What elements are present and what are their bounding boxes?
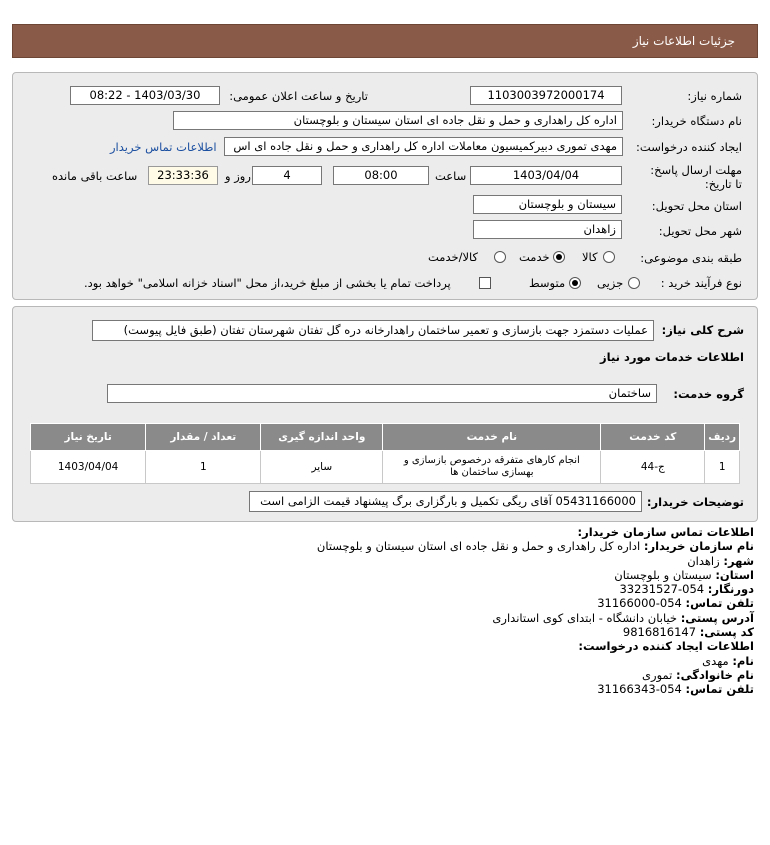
deadline-label: مهلت ارسال پاسخ: تا تاریخ: bbox=[650, 163, 742, 191]
creator-phone-value: 054-31166343 bbox=[597, 682, 682, 697]
buyer-notes-label: توضیحات خریدار: bbox=[646, 495, 744, 509]
cell-need-date: 1403/04/04 bbox=[31, 451, 146, 484]
services-table bbox=[30, 423, 740, 484]
contact-info bbox=[14, 525, 754, 697]
col-service-code: کد خدمت bbox=[601, 424, 705, 451]
creator-field[interactable]: مهدی تموری دبیرکمیسیون معاملات اداره کل راهداری و حمل و نقل جاده ای اس bbox=[224, 137, 623, 156]
creator-label: ایجاد کننده درخواست: bbox=[636, 140, 742, 154]
col-row: ردیف bbox=[705, 424, 740, 451]
col-quantity: تعداد / مقدار bbox=[146, 424, 261, 451]
process-radio-minor[interactable] bbox=[628, 277, 640, 289]
address-value: خیابان دانشگاه - ابتدای کوی استانداری bbox=[492, 610, 678, 625]
org-label: نام سازمان خریدار: bbox=[643, 539, 754, 554]
buyer-contact-link[interactable]: اطلاعات تماس خریدار bbox=[110, 140, 217, 154]
province-field[interactable]: سیستان و بلوچستان bbox=[473, 195, 622, 214]
service-group-field[interactable]: ساختمان bbox=[107, 384, 657, 403]
days-label: روز و bbox=[225, 169, 251, 183]
process-label: نوع فرآیند خرید : bbox=[660, 276, 742, 290]
col-service-name: نام خدمت bbox=[383, 424, 601, 451]
process-option-minor: جزیی bbox=[597, 276, 624, 290]
cell-service-code: ج-44 bbox=[601, 451, 705, 484]
fax-value: 054-33231527 bbox=[619, 582, 705, 597]
contact-province-label: استان: bbox=[715, 567, 754, 582]
org-value: اداره کل راهداری و حمل و نقل جاده ای استان سیستان و بلوچستان bbox=[316, 539, 641, 554]
last-name-value: تموری bbox=[642, 667, 673, 682]
cell-service-name: انجام کارهای متفرقه درخصوص بازسازی و بهسازی ساختمان ها bbox=[383, 451, 601, 484]
cell-quantity: 1 bbox=[146, 451, 261, 484]
contact-province-value: سیستان و بلوچستان bbox=[614, 567, 712, 582]
process-option-medium: متوسط bbox=[529, 276, 566, 290]
announce-field[interactable]: 1403/03/30 - 08:22 bbox=[70, 86, 220, 105]
cell-unit: سایر bbox=[261, 451, 383, 484]
buyer-org-field[interactable]: اداره کل راهداری و حمل و نقل جاده ای استان سیستان و بلوچستان bbox=[173, 111, 623, 130]
process-radio-medium[interactable] bbox=[569, 277, 581, 289]
category-radio-goods-service[interactable] bbox=[494, 251, 506, 263]
address-label: آدرس پستی: bbox=[680, 610, 754, 625]
remaining-time-field: 23:33:36 bbox=[148, 166, 218, 185]
postal-value: 9816816147 bbox=[622, 625, 697, 640]
announce-label: تاریخ و ساعت اعلان عمومی: bbox=[229, 89, 368, 103]
days-field[interactable]: 4 bbox=[252, 166, 322, 185]
city-label: شهر محل تحویل: bbox=[658, 224, 742, 238]
deadline-date-field[interactable]: 1403/04/04 bbox=[470, 166, 622, 185]
category-option-service: خدمت bbox=[519, 250, 550, 264]
category-option-goods: کالا bbox=[582, 250, 598, 264]
first-name-label: نام: bbox=[732, 653, 754, 668]
services-table-header bbox=[31, 424, 740, 451]
need-number-field[interactable]: 1103003972000174 bbox=[470, 86, 622, 105]
postal-label: کد پستی: bbox=[699, 625, 754, 640]
phone-value: 054-31166000 bbox=[597, 596, 682, 611]
last-name-label: نام خانوادگی: bbox=[676, 667, 754, 682]
province-label: استان محل تحویل: bbox=[651, 199, 742, 213]
col-unit: واحد اندازه گیری bbox=[261, 424, 383, 451]
category-radio-service[interactable] bbox=[553, 251, 565, 263]
description-field[interactable]: عملیات دستمزد جهت بازسازی و تعمیر ساختمان راهدارخانه دره گل تفتان شهرستان تفتان (طبق فایل پیوست) bbox=[92, 320, 654, 341]
services-section-title: اطلاعات خدمات مورد نیاز bbox=[600, 350, 744, 364]
description-label: شرح کلی نیاز: bbox=[661, 323, 744, 337]
hour-label: ساعت bbox=[435, 169, 467, 183]
creator-phone-label: تلفن تماس: bbox=[685, 682, 754, 697]
page-header bbox=[12, 24, 758, 58]
creator-info-title: اطلاعات ایجاد کننده درخواست: bbox=[578, 639, 754, 654]
treasury-payment-note: پرداخت تمام یا بخشی از مبلغ خرید،از محل "اسناد خزانه اسلامی" خواهد بود. bbox=[84, 276, 451, 290]
treasury-payment-checkbox[interactable] bbox=[479, 277, 491, 289]
category-option-goods-service: کالا/خدمت bbox=[428, 250, 479, 264]
category-label: طبقه بندی موضوعی: bbox=[640, 251, 742, 265]
buyer-org-label: نام دستگاه خریدار: bbox=[651, 114, 742, 128]
contact-title: اطلاعات تماس سازمان خریدار: bbox=[577, 525, 754, 539]
contact-city-label: شهر: bbox=[723, 553, 754, 568]
phone-label: تلفن تماس: bbox=[685, 596, 754, 611]
cell-row: 1 bbox=[705, 451, 740, 484]
table-row bbox=[31, 451, 740, 484]
buyer-notes-field[interactable]: 05431166000 آقای ریگی تکمیل و بارگزاری برگ پیشنهاد قیمت الزامی است bbox=[249, 491, 642, 512]
fax-label: دورنگار: bbox=[707, 582, 754, 597]
category-radio-goods[interactable] bbox=[603, 251, 615, 263]
need-number-label: شماره نیاز: bbox=[687, 89, 742, 103]
page-title: جزئیات اطلاعات نیاز bbox=[632, 34, 735, 48]
city-field[interactable]: زاهدان bbox=[473, 220, 622, 239]
deadline-time-field[interactable]: 08:00 bbox=[333, 166, 429, 185]
service-group-label: گروه خدمت: bbox=[673, 387, 744, 401]
col-need-date: تاریخ نیاز bbox=[31, 424, 146, 451]
contact-city-value: زاهدان bbox=[687, 553, 720, 568]
first-name-value: مهدی bbox=[702, 653, 729, 668]
remaining-label: ساعت باقی مانده bbox=[52, 169, 138, 183]
